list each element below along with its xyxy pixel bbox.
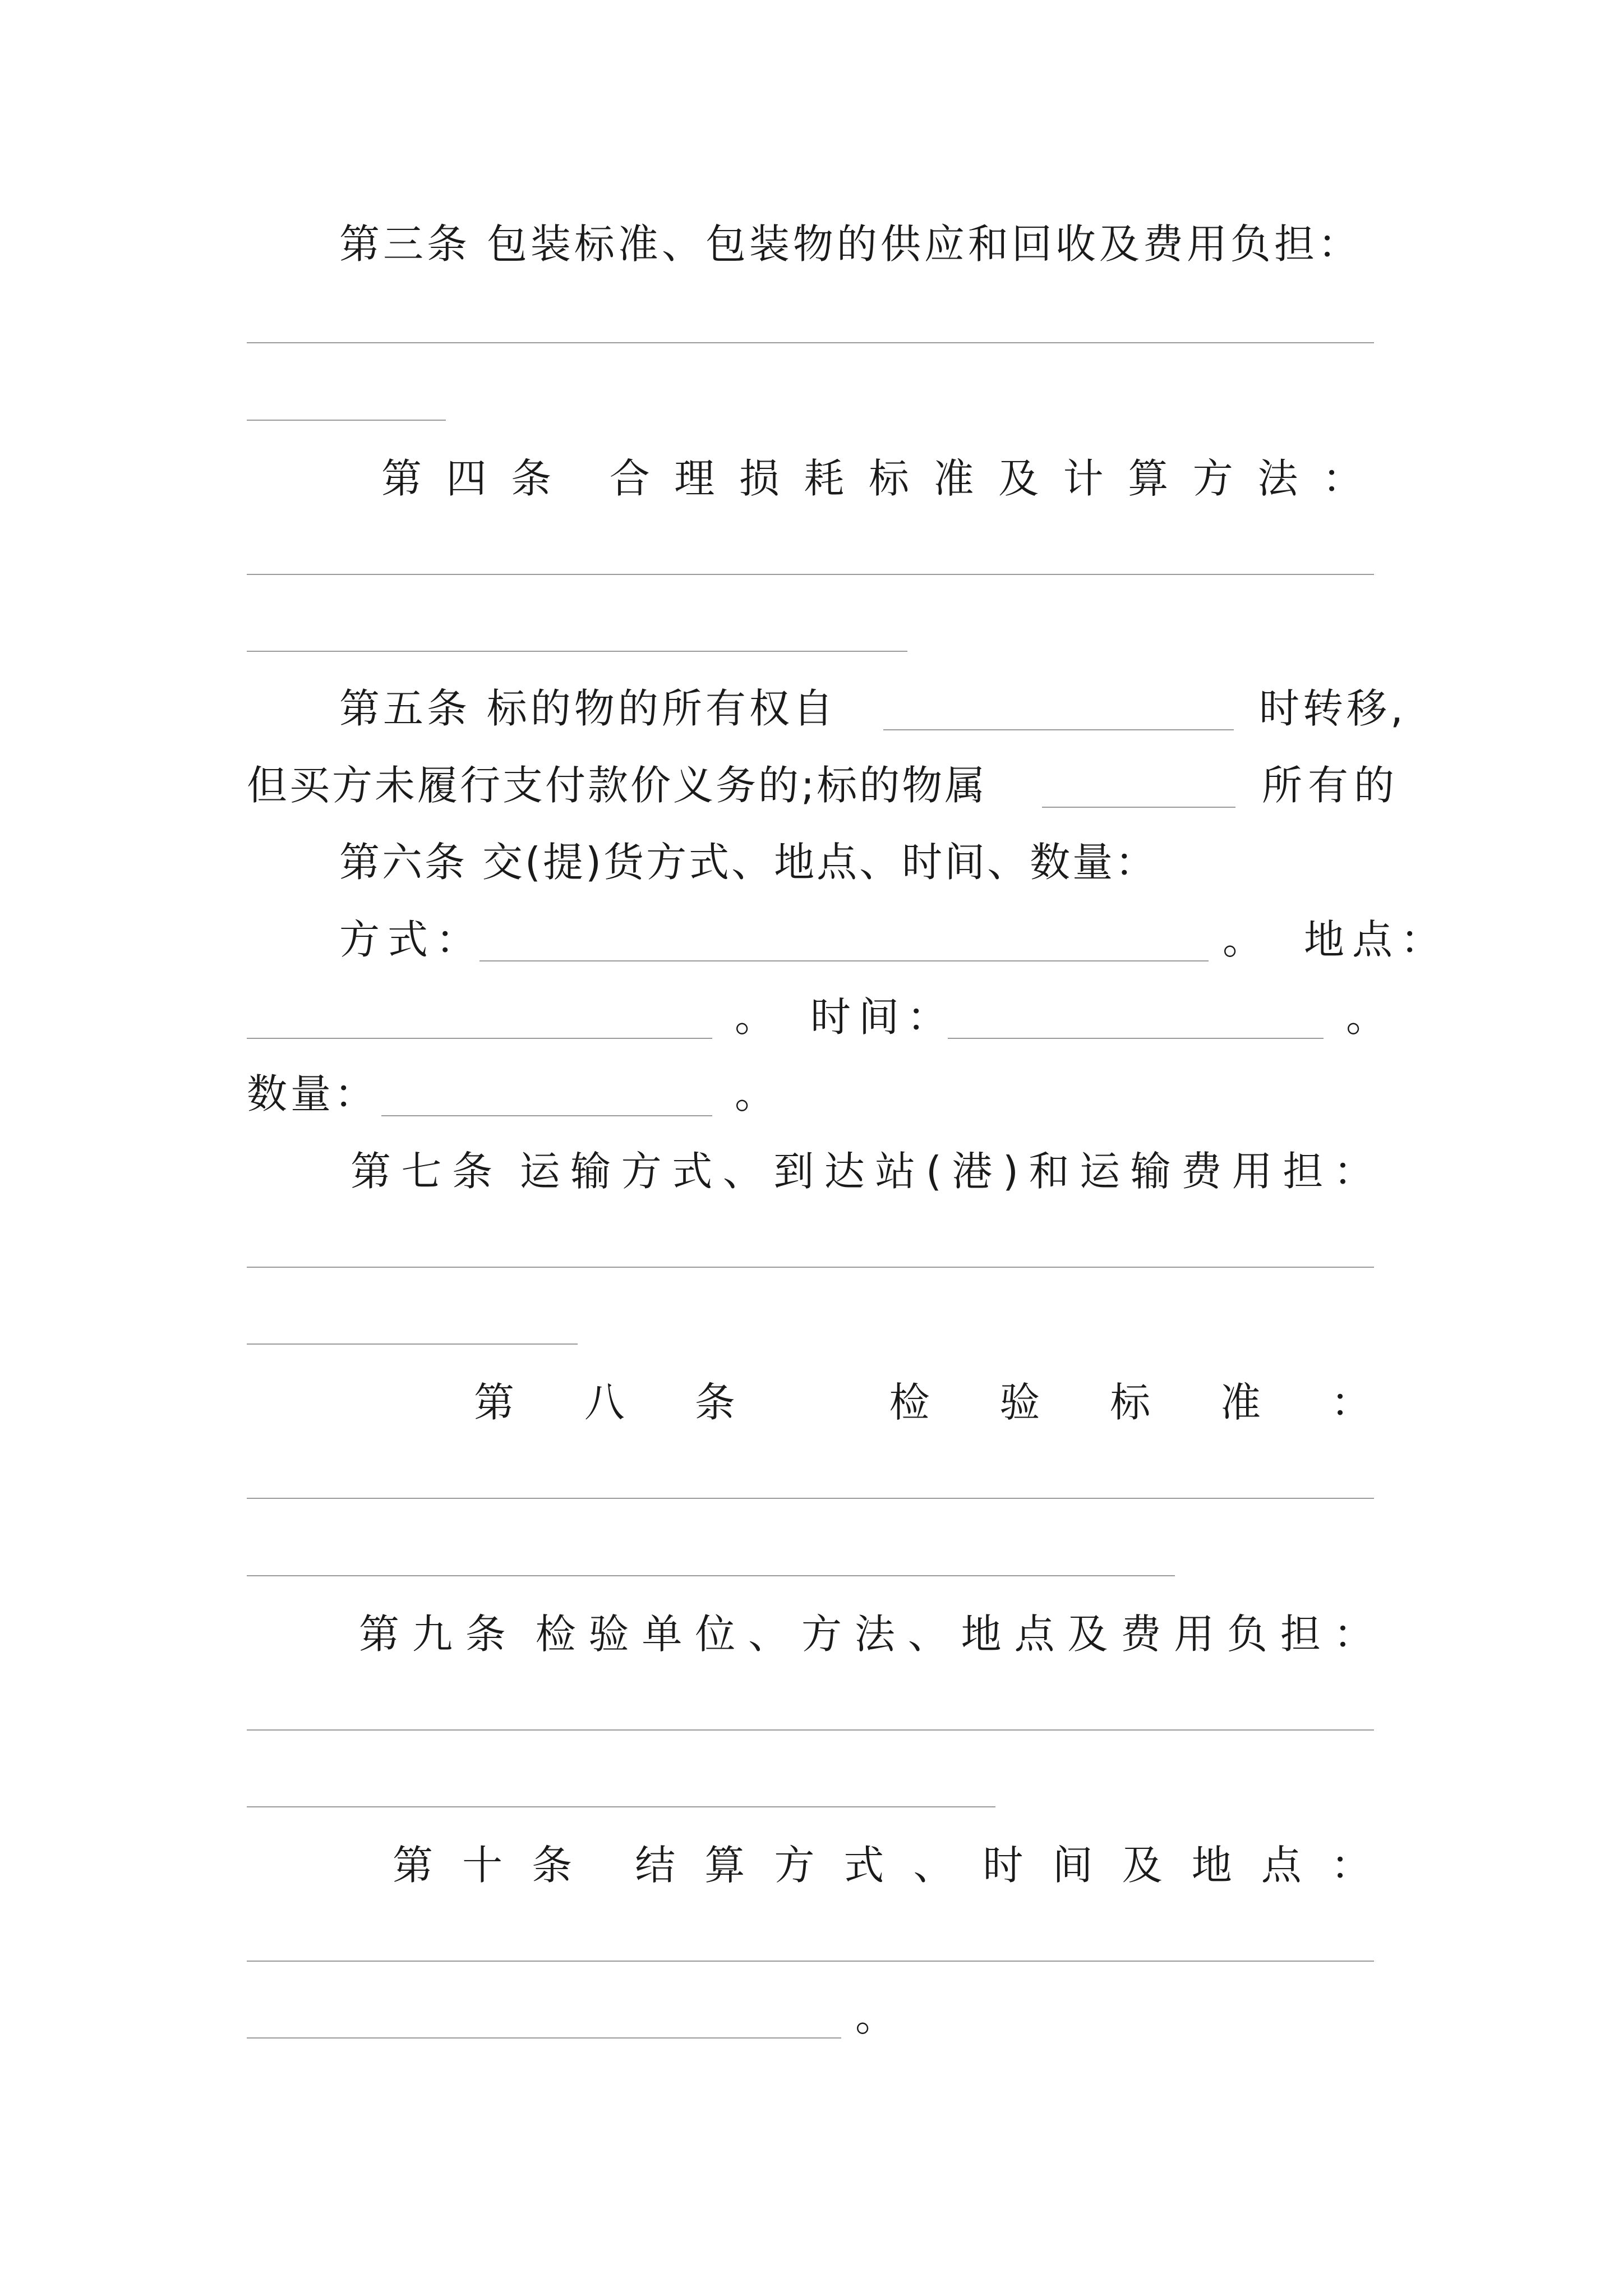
char: 式	[843, 1842, 884, 1889]
article-10-title	[393, 1840, 1371, 1890]
char: 耗	[804, 455, 845, 502]
char: 条	[511, 455, 552, 502]
char: 方	[621, 1148, 662, 1195]
method-label: 方式：	[339, 916, 485, 963]
char: 输	[570, 1148, 611, 1195]
char: 达	[824, 1148, 865, 1195]
char: 理	[674, 455, 715, 502]
char: 费	[1121, 1611, 1161, 1658]
char: 验	[999, 1379, 1040, 1426]
char: 及	[1122, 1842, 1163, 1889]
char: 九	[412, 1611, 453, 1658]
char: 点	[1014, 1611, 1055, 1658]
fill-line[interactable]	[247, 574, 1374, 575]
article-5-text-1: 第五条 标的物的所有权自	[339, 685, 837, 732]
article-6-title: 第六条 交(提)货方式、地点、时间、数量：	[339, 839, 1158, 886]
location-label: 地点：	[1304, 916, 1449, 963]
char: 、	[748, 1611, 789, 1658]
time-label: 时间：	[810, 993, 956, 1041]
char: 结	[635, 1842, 676, 1889]
char: ：	[1330, 1379, 1371, 1426]
char: 第	[393, 1842, 434, 1889]
method-field[interactable]	[479, 960, 1209, 961]
char: ：	[1330, 1842, 1371, 1889]
char: 方	[801, 1611, 842, 1658]
char: 到	[773, 1148, 814, 1195]
period-mark: 。	[735, 1070, 776, 1117]
char: 标	[1110, 1379, 1151, 1426]
fill-line[interactable]	[247, 1729, 1374, 1731]
char: 条	[465, 1611, 506, 1658]
period-mark: 。	[735, 993, 776, 1041]
char: 法	[854, 1611, 895, 1658]
char: ：	[1333, 1148, 1374, 1195]
char: 用	[1174, 1611, 1215, 1658]
char: 条	[532, 1842, 573, 1889]
char: 输	[1130, 1148, 1171, 1195]
char: 第	[474, 1379, 515, 1426]
fill-line[interactable]	[247, 1498, 1374, 1499]
char: 地	[1191, 1842, 1232, 1889]
article-3-title: 第三条 包装标准、包装物的供应和回收及费用负担：	[339, 220, 1362, 268]
char: 运	[519, 1148, 560, 1195]
char: 计	[1063, 455, 1104, 502]
article-5-text-3: 但买方未履行支付款价义务的;标的物属	[247, 762, 988, 809]
fill-line[interactable]	[247, 342, 1374, 343]
fill-line[interactable]	[883, 729, 1234, 730]
char: 第	[351, 1148, 391, 1195]
quantity-label: 数量：	[247, 1070, 379, 1117]
fill-line[interactable]	[247, 1343, 578, 1345]
char: 十	[462, 1842, 503, 1889]
char: 准	[1220, 1379, 1261, 1426]
char: ：	[1322, 455, 1363, 502]
char: 方	[774, 1842, 815, 1889]
char: 、	[913, 1842, 954, 1889]
char: 担	[1280, 1611, 1321, 1658]
article-9-title	[359, 1609, 1374, 1659]
fill-line[interactable]	[1042, 807, 1235, 808]
char: 港	[952, 1148, 993, 1195]
fill-line[interactable]	[247, 1267, 1374, 1268]
period-mark: 。	[855, 1993, 896, 2040]
fill-line[interactable]	[247, 651, 907, 652]
time-field[interactable]	[948, 1038, 1324, 1039]
char: 条	[452, 1148, 493, 1195]
char: 地	[961, 1611, 1002, 1658]
char: 第	[359, 1611, 400, 1658]
char: 算	[704, 1842, 745, 1889]
char: 验	[588, 1611, 629, 1658]
char: 第	[381, 455, 422, 502]
char: 标	[868, 455, 909, 502]
char: 位	[695, 1611, 736, 1658]
char: 费	[1181, 1148, 1222, 1195]
char: 检	[535, 1611, 576, 1658]
char: 条	[694, 1379, 735, 1426]
char: 方	[1192, 455, 1233, 502]
char: )	[1002, 1148, 1019, 1195]
article-5-text-2: 时转移,	[1259, 685, 1407, 732]
fill-line[interactable]	[247, 1806, 995, 1807]
char: 和	[1029, 1148, 1069, 1195]
char: 担	[1283, 1148, 1324, 1195]
char: ：	[1333, 1611, 1374, 1658]
article-5-text-4: 所有的	[1262, 762, 1400, 809]
char: 合	[609, 455, 650, 502]
article-4-title	[381, 453, 1363, 504]
char: 及	[1067, 1611, 1108, 1658]
char: 及	[998, 455, 1039, 502]
char: 间	[1052, 1842, 1093, 1889]
char: 法	[1257, 455, 1298, 502]
char: 检	[889, 1379, 930, 1426]
article-8-title	[474, 1377, 1371, 1428]
char: 运	[1080, 1148, 1121, 1195]
fill-line[interactable]	[247, 1575, 1175, 1576]
char: 用	[1232, 1148, 1272, 1195]
article-7-title	[351, 1146, 1374, 1197]
quantity-field[interactable]	[381, 1115, 712, 1116]
char: 四	[446, 455, 487, 502]
char: 损	[739, 455, 780, 502]
char: (	[925, 1148, 942, 1195]
char: 站	[875, 1148, 916, 1195]
period-mark: 。	[1346, 993, 1387, 1041]
char: 、	[722, 1148, 763, 1195]
char: 、	[907, 1611, 948, 1658]
char: 负	[1227, 1611, 1268, 1658]
char: 八	[584, 1379, 625, 1426]
location-field[interactable]	[247, 1038, 712, 1039]
fill-line[interactable]	[247, 1961, 1374, 1962]
period-mark: 。	[1223, 916, 1264, 963]
char: 点	[1261, 1842, 1302, 1889]
char: 时	[983, 1842, 1023, 1889]
fill-line[interactable]	[247, 420, 446, 421]
char: 准	[933, 455, 974, 502]
char: 式	[672, 1148, 713, 1195]
char: 七	[401, 1148, 442, 1195]
char: 单	[642, 1611, 683, 1658]
char: 算	[1128, 455, 1169, 502]
fill-line[interactable]	[247, 2037, 841, 2039]
